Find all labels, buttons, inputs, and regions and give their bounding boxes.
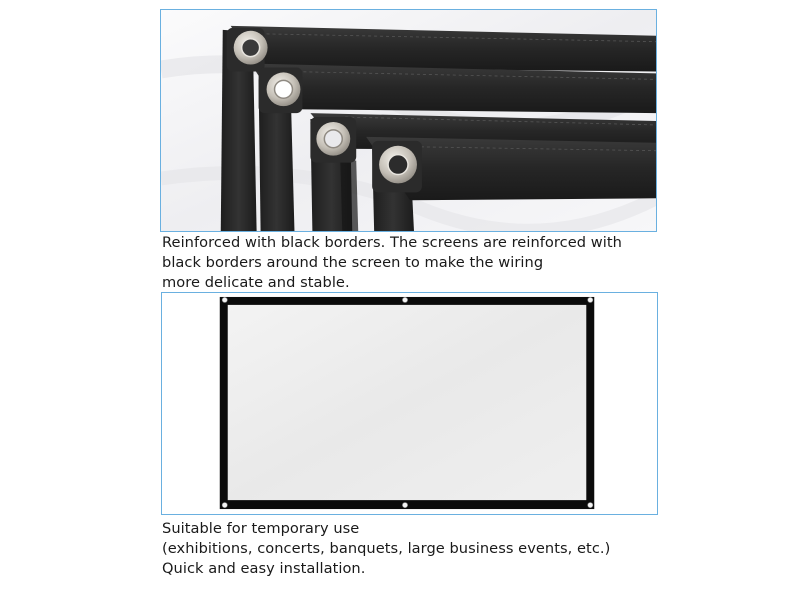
caption-line: Quick and easy installation.: [162, 560, 366, 577]
border-detail-image: [160, 9, 657, 232]
caption-line: more delicate and stable.: [162, 274, 350, 291]
border-caption: [162, 233, 622, 293]
caption-line: (exhibitions, concerts, banquets, large business events, etc.): [162, 540, 611, 557]
black-border-grommet-photo-icon: [161, 10, 656, 231]
projector-screen-illustration-icon: [162, 293, 657, 514]
projector-screen-image: [161, 292, 658, 515]
usage-caption: [162, 519, 610, 579]
caption-line: Reinforced with black borders. The screens are reinforced with: [162, 234, 622, 251]
caption-line: Suitable for temporary use: [162, 520, 360, 537]
caption-line: black borders around the screen to make the wiring: [162, 254, 544, 271]
